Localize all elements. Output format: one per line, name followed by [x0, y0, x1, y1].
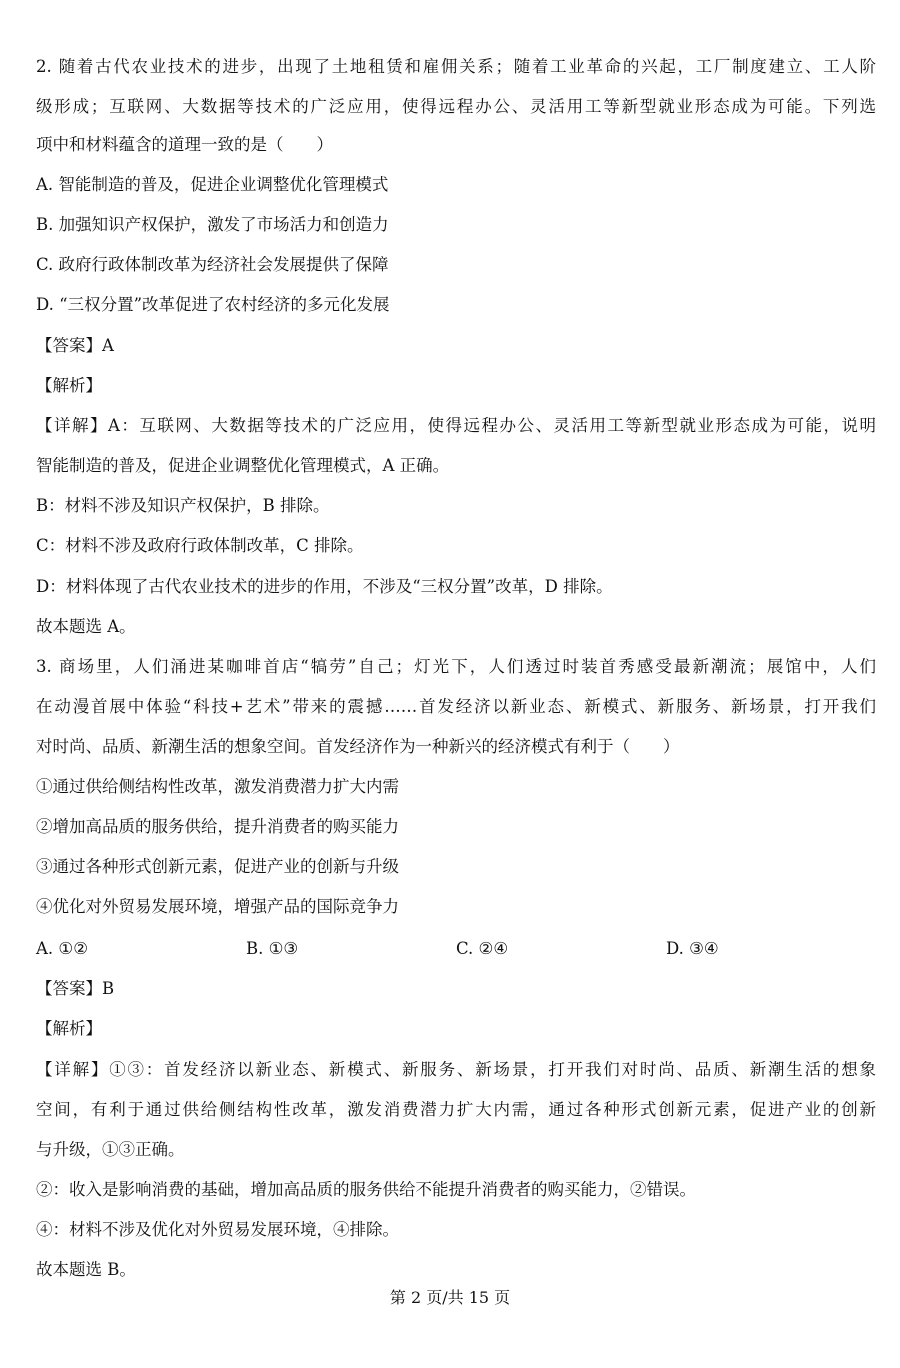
- q2-detail-line: C：材料不涉及政府行政体制改革，C 排除。: [36, 536, 364, 555]
- q3-detail-line: 空间，有利于通过供给侧结构性改革，激发消费潜力扩大内需，通过各种形式创新元素，促进产业的创新: [36, 1100, 876, 1119]
- q3-statement-2: ②增加高品质的服务供给，提升消费者的购买能力: [36, 817, 399, 836]
- q2-detail-line: D：材料体现了古代农业技术的进步的作用，不涉及“三权分置”改革，D 排除。: [36, 577, 613, 596]
- q3-detail-line: ②：收入是影响消费的基础，增加高品质的服务供给不能提升消费者的购买能力，②错误。: [36, 1180, 696, 1199]
- q3-option-b: B. ①③: [246, 939, 299, 958]
- q2-stem-line: 项中和材料蕴含的道理一致的是（ ）: [36, 135, 333, 154]
- q2-conclusion: 故本题选 A。: [36, 617, 136, 636]
- q2-detail-line: 【详解】A：互联网、大数据等技术的广泛应用，使得远程办公、灵活用工等新型就业形态成为可能，说明: [36, 416, 876, 435]
- q3-option-a: A. ①②: [36, 939, 88, 958]
- q3-option-d: D. ③④: [666, 939, 719, 958]
- q3-detail-line: ④：材料不涉及优化对外贸易发展环境，④排除。: [36, 1220, 399, 1239]
- q2-answer: 【答案】A: [36, 336, 114, 355]
- q3-statement-3: ③通过各种形式创新元素，促进产业的创新与升级: [36, 857, 399, 876]
- q3-analysis-heading: 【解析】: [36, 1019, 102, 1038]
- q2-analysis-heading: 【解析】: [36, 376, 102, 395]
- q2-option-b: B. 加强知识产权保护，激发了市场活力和创造力: [36, 215, 389, 234]
- q2-option-a: A. 智能制造的普及，促进企业调整优化管理模式: [36, 175, 389, 194]
- q3-stem-line: 3. 商场里，人们涌进某咖啡首店“犒劳”自己；灯光下，人们透过时装首秀感受最新潮流；展馆中，人们: [36, 657, 876, 676]
- q3-detail-line: 【详解】①③：首发经济以新业态、新模式、新服务、新场景，打开我们对时尚、品质、新潮生活的想象: [36, 1060, 876, 1079]
- q3-statement-1: ①通过供给侧结构性改革，激发消费潜力扩大内需: [36, 777, 399, 796]
- q3-detail-line: 与升级，①③正确。: [36, 1140, 185, 1159]
- q3-statement-4: ④优化对外贸易发展环境，增强产品的国际竞争力: [36, 897, 399, 916]
- q3-option-c: C. ②④: [456, 939, 509, 958]
- q2-stem-line: 2. 随着古代农业技术的进步，出现了土地租赁和雇佣关系；随着工业革命的兴起，工厂制度建立、工人阶: [36, 57, 876, 76]
- q3-answer: 【答案】B: [36, 979, 115, 998]
- q3-stem-line: 对时尚、品质、新潮生活的想象空间。首发经济作为一种新兴的经济模式有利于（ ）: [36, 737, 680, 756]
- q2-detail-line: B：材料不涉及知识产权保护，B 排除。: [36, 496, 330, 515]
- q3-stem-line: 在动漫首展中体验“科技+艺术”带来的震撼……首发经济以新业态、新模式、新服务、新场景，打开我们: [36, 697, 876, 716]
- q2-stem-line: 级形成；互联网、大数据等技术的广泛应用，使得远程办公、灵活用工等新型就业形态成为可能。下列选: [36, 97, 876, 116]
- page-number-footer: 第 2 页/共 15 页: [389, 1288, 511, 1307]
- q2-option-c: C. 政府行政体制改革为经济社会发展提供了保障: [36, 255, 389, 274]
- q3-conclusion: 故本题选 B。: [36, 1260, 136, 1279]
- q2-option-d: D. “三权分置”改革促进了农村经济的多元化发展: [36, 295, 390, 314]
- q2-detail-line: 智能制造的普及，促进企业调整优化管理模式，A 正确。: [36, 456, 450, 475]
